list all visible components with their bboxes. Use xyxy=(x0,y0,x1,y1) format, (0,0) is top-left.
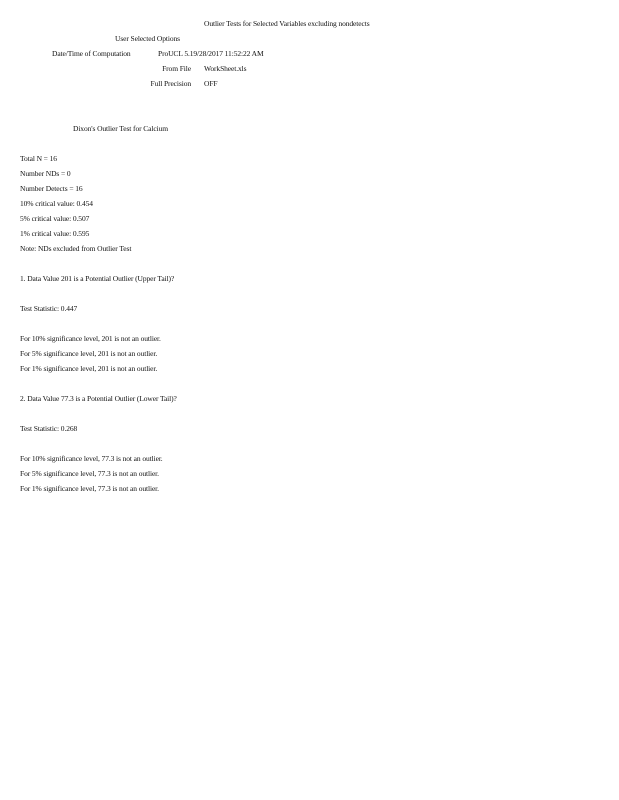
lower-tail-question: 2. Data Value 77.3 is a Potential Outlier (Lower Tail)? xyxy=(20,394,177,403)
upper-tail-result-5: For 5% significance level, 201 is not an outlier. xyxy=(20,349,158,358)
lower-tail-statistic: Test Statistic: 0.268 xyxy=(20,424,78,433)
summary-total-n: Total N = 16 xyxy=(20,154,57,163)
upper-tail-result-1: For 1% significance level, 201 is not an outlier. xyxy=(20,364,158,373)
summary-critical-1: 1% critical value: 0.595 xyxy=(20,229,90,238)
lower-tail-result-10: For 10% significance level, 77.3 is not an outlier. xyxy=(20,454,163,463)
upper-tail-statistic: Test Statistic: 0.447 xyxy=(20,304,78,313)
options-heading: User Selected Options xyxy=(115,34,180,43)
file-value: WorkSheet.xls xyxy=(204,64,247,73)
report-title: Outlier Tests for Selected Variables excluding nondetects xyxy=(204,19,370,28)
summary-critical-5: 5% critical value: 0.507 xyxy=(20,214,90,223)
file-label: From File xyxy=(162,64,191,73)
datetime-value: ProUCL 5.19/28/2017 11:52:22 AM xyxy=(158,49,264,58)
upper-tail-question: 1. Data Value 201 is a Potential Outlier (Upper Tail)? xyxy=(20,274,175,283)
upper-tail-result-10: For 10% significance level, 201 is not an outlier. xyxy=(20,334,161,343)
summary-critical-10: 10% critical value: 0.454 xyxy=(20,199,93,208)
precision-label: Full Precision xyxy=(150,79,191,88)
precision-value: OFF xyxy=(204,79,218,88)
lower-tail-result-1: For 1% significance level, 77.3 is not an outlier. xyxy=(20,484,159,493)
lower-tail-result-5: For 5% significance level, 77.3 is not an outlier. xyxy=(20,469,159,478)
datetime-label: Date/Time of Computation xyxy=(52,49,131,58)
summary-number-detects: Number Detects = 16 xyxy=(20,184,83,193)
summary-note: Note: NDs excluded from Outlier Test xyxy=(20,244,132,253)
summary-number-nds: Number NDs = 0 xyxy=(20,169,71,178)
test-title: Dixon's Outlier Test for Calcium xyxy=(73,124,168,133)
